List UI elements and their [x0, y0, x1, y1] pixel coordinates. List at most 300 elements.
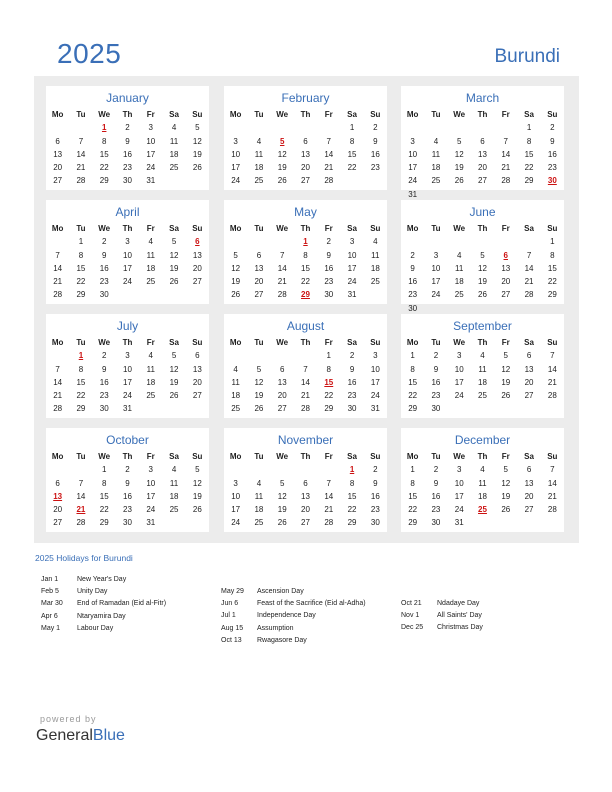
weekday-header: Sa — [347, 110, 357, 119]
empty-cell — [271, 235, 294, 248]
day-cell: 21 — [277, 277, 287, 287]
day-cell: 11 — [146, 364, 155, 374]
day-cell: 15 — [99, 491, 109, 501]
day-cell: 30 — [99, 404, 109, 414]
day-cell: 30 — [99, 290, 109, 300]
day-cell: 16 — [370, 491, 380, 501]
day-cell: 24 — [408, 176, 418, 186]
day-cell: 11 — [478, 364, 487, 374]
day-cell: 28 — [53, 404, 63, 414]
weekday-header: We — [276, 110, 289, 119]
day-cell: 14 — [501, 149, 511, 159]
empty-cell — [471, 121, 494, 134]
day-cell: 3 — [233, 478, 238, 488]
day-cell: 3 — [148, 465, 153, 475]
day-cell: 20 — [277, 391, 287, 401]
weekday-header: Sa — [169, 110, 179, 119]
holiday-date: Apr 6 — [41, 612, 58, 620]
day-cell: 10 — [146, 136, 156, 146]
weekday-header: Su — [547, 452, 558, 461]
day-cell: 5 — [503, 465, 508, 475]
day-cell: 6 — [256, 250, 262, 260]
day-cell: 5 — [195, 465, 200, 475]
day-cell: 13 — [301, 491, 310, 501]
day-cell: 10 — [231, 491, 241, 501]
month-november — [224, 428, 387, 532]
day-cell: 8 — [349, 478, 355, 488]
holiday-item — [221, 635, 396, 647]
month-july — [46, 314, 209, 418]
day-cell: 15 — [524, 149, 534, 159]
holiday-date: May 1 — [41, 624, 61, 632]
day-cell: 26 — [254, 404, 264, 414]
day-cell: 10 — [431, 263, 441, 273]
day-cell: 21 — [324, 505, 334, 515]
day-cell: 30 — [431, 518, 441, 528]
day-cell: 18 — [431, 163, 441, 173]
day-cell: 11 — [169, 478, 179, 488]
day-cell: 27 — [478, 176, 487, 186]
weekday-header: Fr — [324, 224, 333, 233]
weekday-header: Th — [122, 338, 133, 347]
day-cell: 12 — [277, 491, 287, 501]
day-cell: 2 — [349, 351, 355, 361]
day-cell: 6 — [526, 351, 532, 361]
day-cell: 31 — [408, 189, 418, 199]
empty-cell — [186, 288, 209, 301]
weekday-header: Su — [192, 338, 203, 347]
day-cell: 16 — [431, 377, 441, 387]
weekday-header: Sa — [347, 224, 357, 233]
empty-cell — [46, 349, 69, 362]
month-name: January — [106, 91, 149, 105]
empty-cell — [186, 402, 209, 415]
day-cell: 11 — [254, 491, 264, 501]
day-cell: 9 — [101, 250, 107, 260]
day-cell: 21 — [301, 391, 310, 401]
empty-cell — [162, 288, 185, 301]
weekday-header: Tu — [431, 338, 441, 347]
day-cell: 28 — [277, 290, 287, 300]
day-cell: 16 — [324, 263, 334, 273]
day-cell: 23 — [408, 290, 418, 300]
day-cell: 1 — [550, 237, 555, 247]
empty-cell — [424, 235, 447, 248]
day-cell: 3 — [456, 351, 462, 361]
day-cell: 7 — [303, 364, 308, 374]
weekday-header: Tu — [431, 224, 441, 233]
day-cell: 1 — [78, 237, 84, 247]
weekday-header: We — [453, 224, 466, 233]
day-cell: 7 — [550, 465, 555, 475]
day-cell: 28 — [53, 290, 63, 300]
day-cell: 23 — [431, 505, 441, 515]
day-cell: 22 — [408, 505, 418, 515]
day-cell: 3 — [373, 351, 378, 361]
empty-cell — [317, 463, 340, 476]
day-cell: 29 — [408, 518, 418, 528]
day-cell: 15 — [408, 491, 418, 501]
day-cell: 23 — [370, 505, 380, 515]
empty-cell — [271, 463, 294, 476]
day-cell: 18 — [478, 377, 487, 387]
weekday-header: Th — [122, 452, 133, 461]
weekday-header: We — [98, 224, 111, 233]
brand-blue: Blue — [92, 727, 125, 744]
day-cell: 16 — [547, 149, 557, 159]
day-cell: 17 — [231, 163, 241, 173]
weekday-header: We — [98, 452, 111, 461]
day-cell: 26 — [192, 505, 202, 515]
day-cell: 4 — [148, 351, 153, 361]
day-cell: 10 — [370, 364, 380, 374]
day-cell: 16 — [370, 149, 380, 159]
day-cell: 30 — [123, 518, 132, 528]
day-cell: 24 — [146, 163, 156, 173]
day-cell: 22 — [524, 163, 534, 173]
day-cell: 19 — [454, 163, 464, 173]
weekday-header: Th — [300, 110, 311, 119]
day-cell: 3 — [433, 250, 439, 260]
day-cell: 14 — [76, 149, 86, 159]
day-cell: 28 — [501, 176, 511, 186]
holiday-name: Independence Day — [257, 612, 316, 620]
day-cell: 25 — [169, 163, 179, 173]
day-cell: 17 — [347, 263, 357, 273]
holiday-date: Oct 21 — [401, 600, 422, 607]
weekday-header: We — [453, 452, 466, 461]
day-cell: 26 — [231, 290, 241, 300]
day-cell: 1 — [410, 351, 415, 361]
empty-cell — [69, 121, 92, 134]
day-cell: 2 — [410, 250, 415, 260]
day-cell: 5 — [171, 237, 177, 247]
day-cell: 9 — [410, 263, 415, 273]
empty-cell — [224, 463, 247, 476]
month-october — [46, 428, 209, 532]
weekday-header: Tu — [254, 338, 264, 347]
day-cell: 10 — [146, 478, 156, 488]
day-cell: 11 — [371, 250, 380, 260]
holiday-name: Feast of the Sacrifice (Eid al-Adha) — [257, 600, 366, 608]
day-cell: 17 — [146, 149, 156, 159]
day-cell: 27 — [53, 176, 63, 186]
day-cell: 22 — [347, 163, 357, 173]
weekday-header: Su — [370, 452, 381, 461]
day-cell: 18 — [169, 491, 179, 501]
day-cell: 7 — [279, 250, 285, 260]
day-cell: 24 — [454, 391, 464, 401]
empty-cell — [247, 121, 270, 134]
day-cell: 11 — [254, 149, 264, 159]
day-cell: 26 — [277, 518, 287, 528]
weekday-header: Tu — [431, 110, 441, 119]
empty-cell — [224, 349, 247, 362]
empty-cell — [186, 516, 209, 529]
day-cell: 8 — [78, 250, 84, 260]
weekday-header: Sa — [347, 452, 357, 461]
month-december — [401, 428, 564, 532]
weekday-header: Tu — [76, 338, 86, 347]
powered-by-text: powered by — [40, 714, 97, 724]
weekday-header: Sa — [169, 224, 179, 233]
day-cell: 24 — [370, 391, 380, 401]
day-cell: 18 — [370, 263, 380, 273]
day-cell: 30 — [408, 303, 418, 313]
day-cell: 13 — [478, 149, 487, 159]
weekday-header: Mo — [229, 110, 242, 119]
day-cell: 7 — [526, 250, 532, 260]
day-cell: 9 — [373, 478, 378, 488]
day-cell: 4 — [171, 465, 177, 475]
day-cell: 5 — [171, 351, 177, 361]
month-name: August — [286, 319, 325, 333]
holiday-item — [221, 610, 396, 622]
month-name: July — [116, 319, 139, 333]
empty-cell — [471, 402, 494, 415]
weekday-header: Su — [192, 452, 203, 461]
day-cell: 23 — [99, 277, 109, 287]
weekday-header: Tu — [431, 452, 441, 461]
day-cell: 17 — [123, 263, 132, 273]
empty-cell — [46, 121, 69, 134]
day-cell: 6 — [55, 136, 60, 146]
month-name: April — [115, 205, 140, 219]
weekday-header: Mo — [51, 338, 64, 347]
holiday-item — [401, 598, 576, 610]
day-cell: 1 — [410, 465, 415, 475]
day-cell: 14 — [524, 263, 534, 273]
weekday-header: Fr — [501, 452, 510, 461]
day-cell: 20 — [478, 163, 487, 173]
day-cell: 19 — [192, 491, 202, 501]
empty-cell — [162, 174, 185, 187]
empty-cell — [401, 121, 424, 134]
empty-cell — [224, 121, 247, 134]
day-cell: 13 — [301, 149, 310, 159]
day-cell: 7 — [503, 136, 508, 146]
day-cell: 19 — [501, 377, 511, 387]
day-cell: 26 — [478, 290, 487, 300]
empty-cell — [517, 516, 540, 529]
holiday-item — [41, 586, 216, 598]
weekday-header: Mo — [406, 110, 419, 119]
day-cell: 2 — [373, 123, 378, 133]
day-cell: 20 — [53, 163, 63, 173]
day-cell: 24 — [123, 391, 132, 401]
day-cell: 10 — [123, 364, 132, 374]
empty-cell — [69, 463, 92, 476]
day-cell: 19 — [254, 391, 264, 401]
weekday-header: Th — [122, 110, 133, 119]
day-cell: 17 — [431, 277, 441, 287]
day-cell: 6 — [303, 478, 308, 488]
weekday-header: Th — [477, 452, 488, 461]
day-cell: 2 — [326, 237, 331, 247]
holiday-column — [221, 586, 396, 647]
day-cell: 18 — [146, 263, 156, 273]
empty-cell — [46, 235, 69, 248]
weekday-header: Mo — [406, 338, 419, 347]
weekday-header: Fr — [324, 338, 333, 347]
holiday-day: 25 — [478, 505, 487, 515]
holiday-day: 6 — [195, 237, 200, 247]
day-cell: 8 — [101, 478, 107, 488]
holiday-day: 21 — [76, 505, 86, 515]
day-cell: 5 — [456, 136, 462, 146]
empty-cell — [517, 235, 540, 248]
day-cell: 27 — [524, 505, 534, 515]
day-cell: 15 — [76, 263, 86, 273]
weekday-header: Fr — [146, 110, 155, 119]
day-cell: 28 — [324, 518, 334, 528]
day-cell: 19 — [192, 149, 202, 159]
day-cell: 10 — [231, 149, 241, 159]
day-cell: 15 — [99, 149, 109, 159]
day-cell: 8 — [78, 364, 84, 374]
holiday-item — [41, 611, 216, 623]
day-cell: 10 — [123, 250, 132, 260]
holiday-name: Unity Day — [77, 588, 108, 596]
day-cell: 26 — [454, 176, 464, 186]
day-cell: 3 — [233, 136, 238, 146]
day-cell: 25 — [231, 404, 241, 414]
day-cell: 5 — [279, 478, 285, 488]
day-cell: 28 — [324, 176, 334, 186]
day-cell: 28 — [524, 290, 534, 300]
day-cell: 11 — [169, 136, 179, 146]
month-name: February — [281, 91, 330, 105]
day-cell: 25 — [254, 176, 264, 186]
day-cell: 8 — [303, 250, 308, 260]
day-cell: 7 — [326, 136, 331, 146]
holiday-date: May 29 — [221, 588, 244, 595]
day-cell: 3 — [148, 123, 153, 133]
holiday-name: All Saints' Day — [437, 612, 482, 620]
day-cell: 28 — [76, 176, 86, 186]
day-cell: 20 — [501, 277, 511, 287]
weekday-header: We — [453, 110, 466, 119]
day-cell: 29 — [408, 404, 418, 414]
empty-cell — [494, 235, 517, 248]
holiday-name: Rwagasore Day — [257, 636, 307, 644]
day-cell: 15 — [76, 377, 86, 387]
day-cell: 20 — [301, 163, 310, 173]
day-cell: 22 — [99, 163, 109, 173]
empty-cell — [271, 349, 294, 362]
day-cell: 25 — [146, 391, 156, 401]
holiday-day: 15 — [324, 377, 334, 387]
day-cell: 10 — [454, 364, 464, 374]
day-cell: 24 — [454, 505, 464, 515]
day-cell: 8 — [410, 364, 415, 374]
day-cell: 17 — [454, 491, 464, 501]
day-cell: 9 — [326, 250, 331, 260]
day-cell: 9 — [550, 136, 555, 146]
weekday-header: Fr — [501, 224, 510, 233]
month-january — [46, 86, 209, 190]
day-cell: 22 — [324, 391, 334, 401]
day-cell: 5 — [233, 250, 238, 260]
weekday-header: Sa — [524, 452, 534, 461]
day-cell: 29 — [524, 176, 534, 186]
month-march — [401, 86, 564, 199]
weekday-header: We — [453, 338, 466, 347]
weekday-header: Fr — [501, 338, 510, 347]
day-cell: 23 — [370, 163, 380, 173]
day-cell: 9 — [101, 364, 107, 374]
month-name: September — [453, 319, 512, 333]
day-cell: 2 — [550, 123, 555, 133]
day-cell: 27 — [254, 290, 264, 300]
day-cell: 12 — [192, 478, 202, 488]
day-cell: 13 — [501, 263, 511, 273]
day-cell: 18 — [478, 491, 487, 501]
empty-cell — [517, 402, 540, 415]
day-cell: 31 — [146, 518, 156, 528]
weekday-header: Tu — [254, 452, 264, 461]
holiday-name: Ntaryamira Day — [77, 612, 126, 620]
holiday-item — [221, 586, 396, 598]
day-cell: 6 — [55, 478, 60, 488]
day-cell: 27 — [192, 277, 202, 287]
empty-cell — [317, 121, 340, 134]
day-cell: 7 — [78, 136, 84, 146]
month-name: December — [454, 433, 511, 447]
day-cell: 20 — [53, 505, 63, 515]
day-cell: 23 — [347, 391, 357, 401]
day-cell: 29 — [547, 290, 557, 300]
empty-cell — [294, 121, 317, 134]
day-cell: 13 — [277, 377, 287, 387]
holiday-name: Ascension Day — [257, 588, 304, 595]
day-cell: 19 — [231, 277, 241, 287]
holiday-item — [401, 622, 576, 634]
day-cell: 14 — [76, 491, 86, 501]
empty-cell — [364, 288, 387, 301]
day-cell: 25 — [431, 176, 441, 186]
day-cell: 22 — [76, 391, 86, 401]
day-cell: 29 — [76, 290, 86, 300]
holiday-date: Jul 1 — [221, 612, 236, 620]
day-cell: 3 — [456, 465, 462, 475]
weekday-header: Mo — [229, 224, 242, 233]
empty-cell — [364, 174, 387, 187]
holiday-name: Christmas Day — [437, 624, 483, 632]
weekday-header: Mo — [229, 452, 242, 461]
day-cell: 19 — [277, 163, 287, 173]
day-cell: 25 — [454, 290, 464, 300]
empty-cell — [186, 174, 209, 187]
empty-cell — [541, 516, 564, 529]
day-cell: 2 — [125, 465, 130, 475]
day-cell: 20 — [301, 505, 310, 515]
day-cell: 24 — [231, 518, 241, 528]
day-cell: 31 — [370, 404, 380, 414]
day-cell: 2 — [433, 351, 439, 361]
holiday-date: Jun 6 — [221, 600, 239, 608]
weekday-header: Th — [477, 338, 488, 347]
weekday-header: Tu — [76, 110, 86, 119]
day-cell: 27 — [53, 518, 63, 528]
day-cell: 7 — [326, 478, 331, 488]
empty-cell — [494, 121, 517, 134]
day-cell: 7 — [550, 351, 555, 361]
day-cell: 16 — [123, 491, 132, 501]
empty-cell — [494, 402, 517, 415]
holiday-item — [221, 623, 396, 635]
day-cell: 29 — [76, 404, 86, 414]
